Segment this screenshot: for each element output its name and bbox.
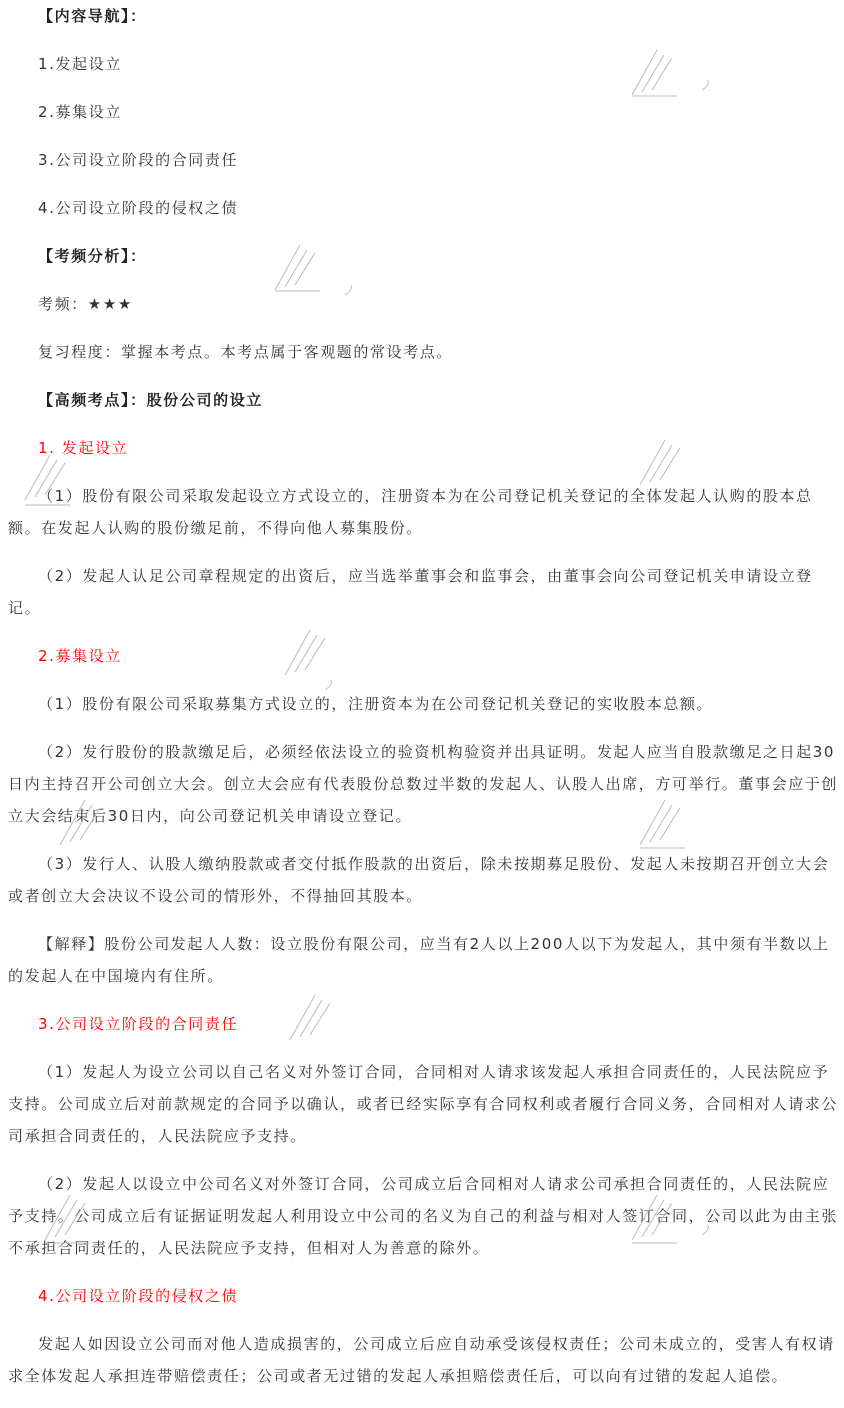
section-title: 2.募集设立 — [38, 647, 122, 665]
paragraph: （1）股份有限公司采取募集方式设立的，注册资本为在公司登记机关登记的实收股本总额。 — [38, 695, 714, 713]
paragraph: （2）发行股份的股款缴足后，必须经依法设立的验资机构验资并出具证明。发起人应当自股款缴足之日起30日内主持召开公司创立大会。创立大会应有代表股份总数过半数的发起人、认股人出席，方可举行。董事会应于创立大会结束后30日内，向公司登记机关申请设立登记。 — [8, 743, 839, 825]
frequency-text: 考频：★★★ — [38, 295, 133, 313]
topic-heading: 【高频考点】：股份公司的设立 — [38, 391, 263, 409]
paragraph: （3）发行人、认股人缴纳股款或者交付抵作股款的出资后，除未按期募足股份、发起人未按期召开创立大会或者创立大会决议不设公司的情形外，不得抽回其股本。 — [8, 855, 830, 905]
paragraph: （1）股份有限公司采取发起设立方式设立的，注册资本为在公司登记机关登记的全体发起人认购的股本总额。在发起人认购的股份缴足前，不得向他人募集股份。 — [8, 487, 813, 537]
section-title: 1. 发起设立 — [38, 439, 129, 457]
section-title: 3.公司设立阶段的合同责任 — [38, 1015, 239, 1033]
paragraph: （1）发起人为设立公司以自己名义对外签订合同，合同相对人请求该发起人承担合同责任的，人民法院应予支持。公司成立后对前款规定的合同予以确认，或者已经实际享有合同权利或者履行合同义务，合同相对人请求公司承担合同责任的，人民法院应予支持。 — [8, 1063, 839, 1145]
nav-item: 2.募集设立 — [38, 103, 122, 121]
analysis-heading: 【考频分析】： — [38, 247, 147, 265]
paragraph: 【解释】股份公司发起人人数：设立股份有限公司，应当有2人以上200人以下为发起人，其中须有半数以上的发起人在中国境内有住所。 — [8, 935, 830, 985]
paragraph: （2）发起人以设立中公司名义对外签订合同，公司成立后合同相对人请求公司承担合同责任的，人民法院应予支持。公司成立后有证据证明发起人利用设立中公司的名义为自己的利益与相对人签订合同，公司以此为由主张不承担合同责任的，人民法院应予支持，但相对人为善意的除外。 — [8, 1175, 839, 1257]
paragraph: （2）发起人认足公司章程规定的出资后，应当选举董事会和监事会，由董事会向公司登记机关申请设立登记。 — [8, 567, 813, 617]
article — [8, 0, 838, 1408]
paragraph: 发起人如因设立公司而对他人造成损害的，公司成立后应自动承受该侵权责任；公司未成立的，受害人有权请求全体发起人承担连带赔偿责任；公司或者无过错的发起人承担赔偿责任后，可以向有过错的发起人追偿。 — [8, 1335, 835, 1385]
review-text: 复习程度：掌握本考点。本考点属于客观题的常设考点。 — [38, 343, 454, 361]
section-title: 4.公司设立阶段的侵权之债 — [38, 1287, 239, 1305]
nav-heading: 【内容导航】： — [38, 7, 147, 25]
nav-item: 1.发起设立 — [38, 55, 122, 73]
nav-item: 3.公司设立阶段的合同责任 — [38, 151, 239, 169]
nav-item: 4.公司设立阶段的侵权之债 — [38, 199, 239, 217]
